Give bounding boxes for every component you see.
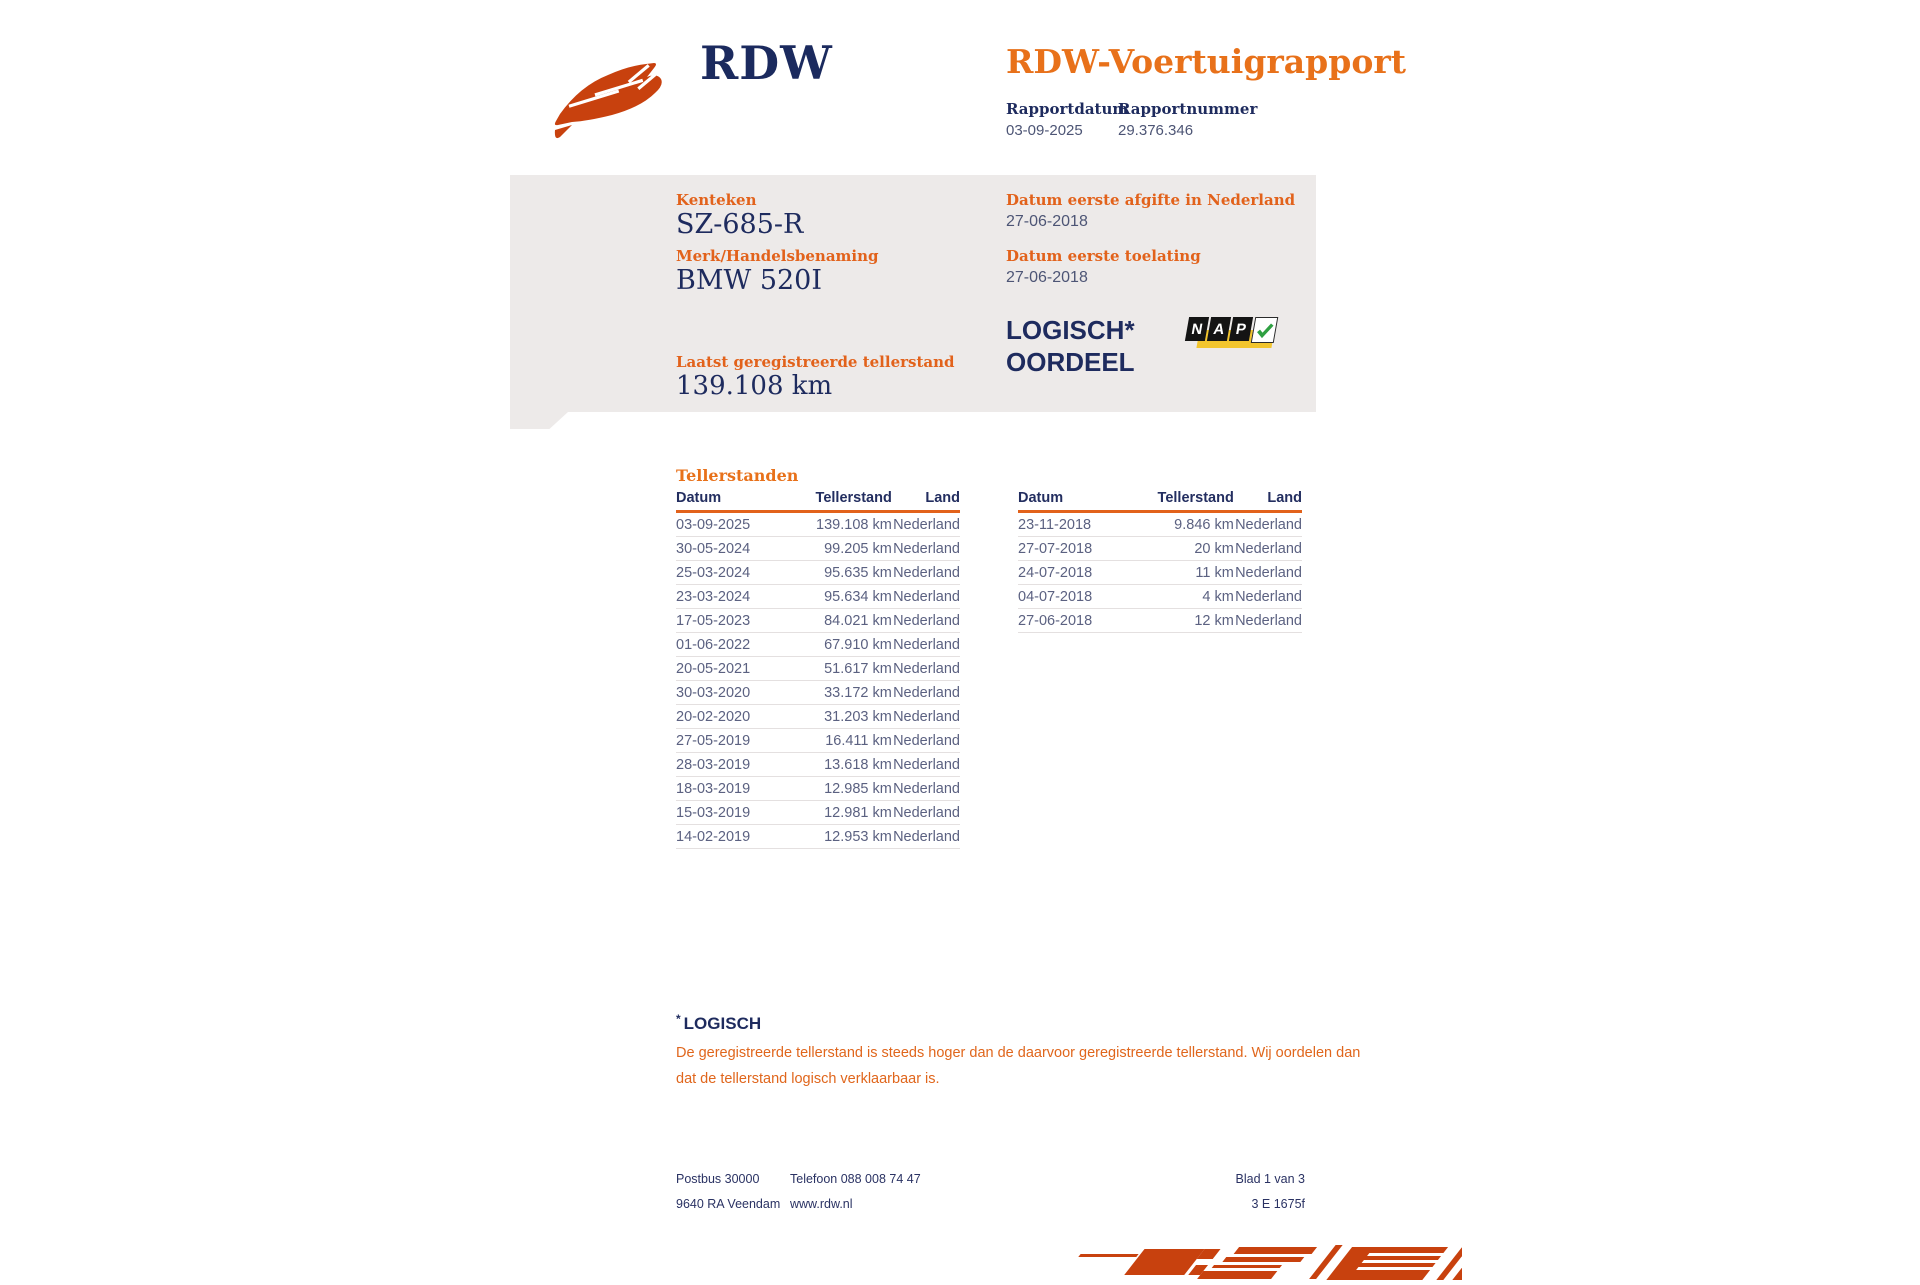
table-row [1018, 585, 1302, 609]
cell-datum: 24-07-2018 [1018, 561, 1132, 585]
nap-logo [1185, 314, 1277, 356]
cell-datum: 27-05-2019 [676, 729, 790, 753]
merk-value: BMW 520I [676, 265, 823, 296]
cell-tellerstand: 67.910 km [790, 633, 892, 657]
footer-address-line2: 9640 RA Veendam [676, 1197, 781, 1211]
table-row [676, 825, 960, 849]
col-header-land: Land [1234, 488, 1302, 512]
cell-tellerstand: 4 km [1132, 585, 1234, 609]
cell-land: Nederland [892, 825, 960, 849]
laatste-tellerstand-label: Laatst geregistreerde tellerstand [676, 353, 955, 371]
cell-tellerstand: 12.981 km [790, 801, 892, 825]
table-row [676, 561, 960, 585]
table-header-row [676, 488, 960, 512]
cell-land: Nederland [892, 777, 960, 801]
nap-checkmark-icon [1251, 317, 1279, 343]
cell-datum: 20-02-2020 [676, 705, 790, 729]
kenteken-value: SZ-685-R [676, 209, 804, 240]
cell-tellerstand: 31.203 km [790, 705, 892, 729]
cell-tellerstand: 12.985 km [790, 777, 892, 801]
eerste-afgifte-value: 27-06-2018 [1006, 213, 1088, 230]
col-header-land: Land [892, 488, 960, 512]
footer-form-code: 3 E 1675f [1251, 1197, 1305, 1211]
cell-land: Nederland [892, 537, 960, 561]
cell-datum: 20-05-2021 [676, 657, 790, 681]
cell-datum: 14-02-2019 [676, 825, 790, 849]
table-row [676, 801, 960, 825]
cell-land: Nederland [892, 609, 960, 633]
oordeel-line2: OORDEEL [1006, 347, 1135, 377]
cell-tellerstand: 11 km [1132, 561, 1234, 585]
footer-page-number: Blad 1 van 3 [1235, 1172, 1305, 1186]
col-header-datum: Datum [1018, 488, 1132, 512]
table-row [1018, 512, 1302, 537]
cell-datum: 17-05-2023 [676, 609, 790, 633]
table-row [676, 729, 960, 753]
eerste-afgifte-label: Datum eerste afgifte in Nederland [1006, 191, 1296, 209]
cell-land: Nederland [892, 657, 960, 681]
report-date-value: 03-09-2025 [1006, 122, 1083, 139]
merk-label: Merk/Handelsbenaming [676, 247, 879, 265]
cell-tellerstand: 95.635 km [790, 561, 892, 585]
table-row [676, 609, 960, 633]
footnote-line2: dat de tellerstand logisch verklaarbaar is. [676, 1071, 940, 1087]
cell-datum: 28-03-2019 [676, 753, 790, 777]
footnote-line1: De geregistreerde tellerstand is steeds hoger dan de daarvoor geregistreerde tellerstand. Wij oordelen dan [676, 1045, 1361, 1061]
table-row [676, 777, 960, 801]
cell-tellerstand: 33.172 km [790, 681, 892, 705]
cell-datum: 25-03-2024 [676, 561, 790, 585]
cell-datum: 04-07-2018 [1018, 585, 1132, 609]
table-row [676, 537, 960, 561]
cell-land: Nederland [1234, 609, 1302, 633]
col-header-tellerstand: Tellerstand [1132, 488, 1234, 512]
cell-tellerstand: 51.617 km [790, 657, 892, 681]
footer-address-line1: Postbus 30000 [676, 1172, 760, 1186]
cell-land: Nederland [892, 705, 960, 729]
oordeel-line1: LOGISCH* [1006, 315, 1135, 345]
page-title: RDW-Voertuigrapport [1006, 42, 1406, 81]
cell-datum: 30-03-2020 [676, 681, 790, 705]
cell-datum: 27-06-2018 [1018, 609, 1132, 633]
rdw-logo-wordmark: RDW [700, 36, 833, 90]
footnote-asterisk: * [676, 1012, 681, 1026]
footer-website: www.rdw.nl [790, 1197, 853, 1211]
cell-tellerstand: 139.108 km [790, 512, 892, 537]
cell-datum: 30-05-2024 [676, 537, 790, 561]
table-row [1018, 561, 1302, 585]
footnote-title: LOGISCH [683, 1014, 762, 1033]
footer-phone: Telefoon 088 008 74 47 [790, 1172, 921, 1186]
table-row [676, 705, 960, 729]
cell-datum: 27-07-2018 [1018, 537, 1132, 561]
cell-datum: 01-06-2022 [676, 633, 790, 657]
nap-letter-a: A [1207, 317, 1231, 341]
cell-tellerstand: 12.953 km [790, 825, 892, 849]
laatste-tellerstand-value: 139.108 km [676, 371, 833, 401]
cell-tellerstand: 84.021 km [790, 609, 892, 633]
col-header-tellerstand: Tellerstand [790, 488, 892, 512]
cell-tellerstand: 99.205 km [790, 537, 892, 561]
table-row [676, 585, 960, 609]
cell-datum: 18-03-2019 [676, 777, 790, 801]
cell-land: Nederland [892, 633, 960, 657]
table-row [676, 657, 960, 681]
cell-datum: 23-03-2024 [676, 585, 790, 609]
cell-land: Nederland [892, 729, 960, 753]
cell-land: Nederland [1234, 561, 1302, 585]
cell-tellerstand: 16.411 km [790, 729, 892, 753]
rdw-feather-logo-icon [548, 50, 668, 145]
vehicle-summary-panel [510, 175, 1316, 412]
cell-land: Nederland [892, 585, 960, 609]
table-row [1018, 609, 1302, 633]
cell-datum: 23-11-2018 [1018, 512, 1132, 537]
report-number-value: 29.376.346 [1118, 122, 1194, 139]
cell-land: Nederland [892, 681, 960, 705]
tellerstanden-table-right [1018, 488, 1302, 633]
vehicle-summary-panel-tab [510, 412, 568, 429]
nap-letter-n: N [1185, 317, 1209, 341]
cell-tellerstand: 95.634 km [790, 585, 892, 609]
report-date-label: Rapportdatum [1006, 100, 1129, 118]
tellerstanden-section-title: Tellerstanden [676, 466, 799, 485]
cell-tellerstand: 9.846 km [1132, 512, 1234, 537]
cell-tellerstand: 13.618 km [790, 753, 892, 777]
tellerstanden-table-left [676, 488, 960, 849]
footnote-text [676, 1040, 1366, 1092]
nap-letter-p: P [1229, 317, 1253, 341]
cell-tellerstand: 20 km [1132, 537, 1234, 561]
rdw-stripe-artwork-icon [1038, 1242, 1462, 1280]
cell-land: Nederland [892, 753, 960, 777]
kenteken-label: Kenteken [676, 191, 757, 209]
table-row [676, 681, 960, 705]
oordeel-verdict [1006, 314, 1135, 378]
eerste-toelating-value: 27-06-2018 [1006, 269, 1088, 286]
cell-land: Nederland [1234, 537, 1302, 561]
table-row [676, 633, 960, 657]
cell-land: Nederland [892, 561, 960, 585]
cell-land: Nederland [892, 801, 960, 825]
cell-datum: 15-03-2019 [676, 801, 790, 825]
table-header-row [1018, 488, 1302, 512]
table-row [676, 753, 960, 777]
cell-land: Nederland [1234, 585, 1302, 609]
cell-land: Nederland [892, 512, 960, 537]
cell-land: Nederland [1234, 512, 1302, 537]
report-number-label: Rapportnummer [1118, 100, 1258, 118]
eerste-toelating-label: Datum eerste toelating [1006, 247, 1201, 265]
col-header-datum: Datum [676, 488, 790, 512]
table-row [1018, 537, 1302, 561]
table-row [676, 512, 960, 537]
footnote-heading [676, 1012, 761, 1034]
cell-tellerstand: 12 km [1132, 609, 1234, 633]
cell-datum: 03-09-2025 [676, 512, 790, 537]
